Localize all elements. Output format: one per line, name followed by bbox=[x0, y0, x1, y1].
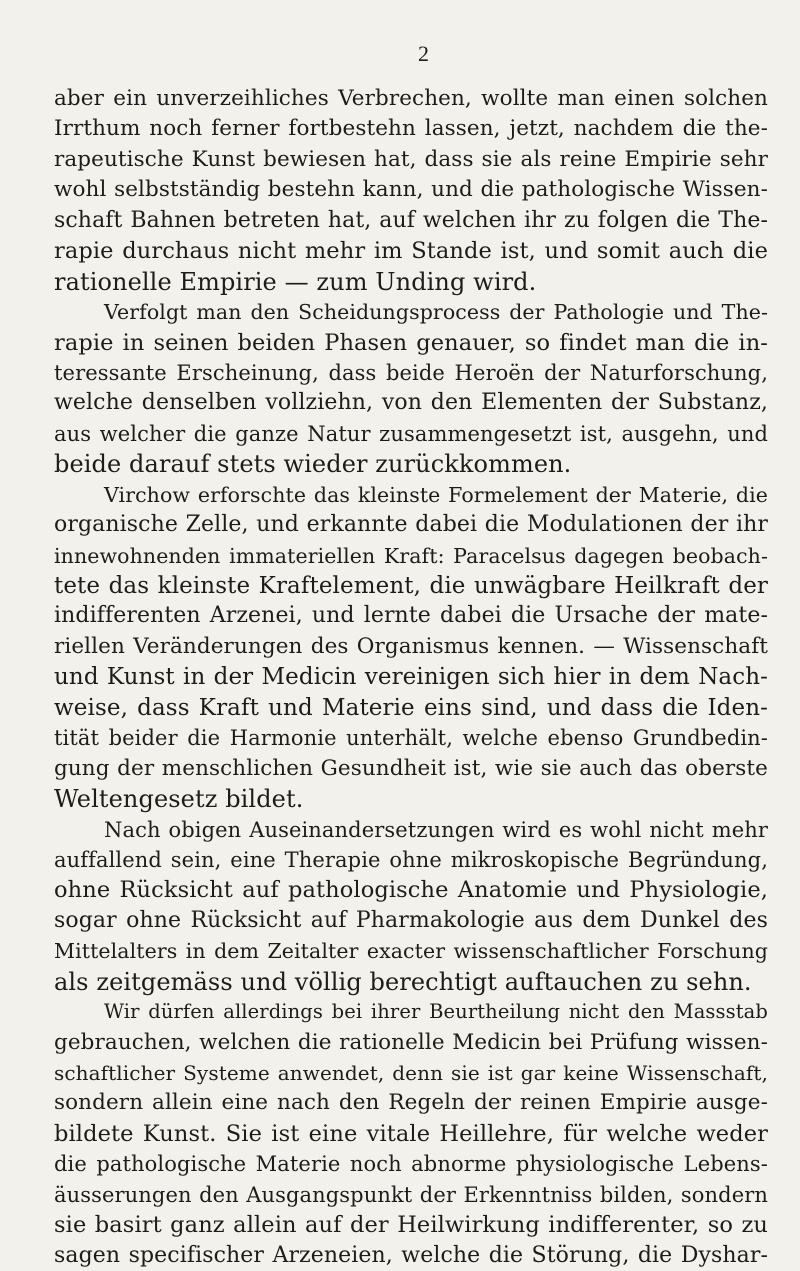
text-line: auffallend sein, eine Therapie ohne mikroskopische Begründung, bbox=[54, 847, 768, 872]
text-line: als zeitgemäss und völlig berechtigt auftauchen zu sehn. bbox=[54, 967, 752, 996]
text-line: Verfolgt man den Scheidungsprocess der Pathologie und The- bbox=[104, 300, 768, 325]
text-line: tität beider die Harmonie unterhält, welche ebenso Grundbedin- bbox=[54, 726, 768, 751]
text-line: sondern allein eine nach den Regeln der reinen Empirie ausge- bbox=[54, 1090, 768, 1116]
page-number: 2 bbox=[418, 41, 429, 66]
text-line: indifferenten Arzenei, und lernte dabei die Ursache der mate- bbox=[54, 603, 768, 629]
text-line: Wir dürfen allerdings bei ihrer Beurtheilung nicht den Massstab bbox=[104, 1000, 768, 1024]
text-line: ohne Rücksicht auf pathologische Anatomie und Physiologie, bbox=[54, 877, 768, 904]
text-line: gebrauchen, welchen die rationelle Medicin bei Prüfung wissen- bbox=[54, 1029, 768, 1055]
text-line: Irrthum noch ferner fortbestehn lassen, jetzt, nachdem die the- bbox=[54, 116, 768, 142]
text-line: innewohnenden immateriellen Kraft: Paracelsus dagegen beobach- bbox=[54, 543, 768, 568]
text-line: rapie durchaus nicht mehr im Stande ist, und somit auch die bbox=[54, 238, 768, 265]
text-line: sie basirt ganz allein auf der Heilwirkung indifferenter, so zu bbox=[54, 1212, 768, 1239]
text-line: Virchow erforschte das kleinste Formelement der Materie, die bbox=[104, 482, 768, 507]
text-line: sagen specifischer Arzeneien, welche die Störung, die Dyshar- bbox=[54, 1242, 768, 1268]
text-line: äusserungen den Ausgangspunkt der Erkenntniss bilden, sondern bbox=[54, 1182, 768, 1207]
text-line: riellen Veränderungen des Organismus kennen. — Wissenschaft bbox=[54, 633, 768, 659]
text-line: die pathologische Materie noch abnorme physiologische Lebens- bbox=[54, 1152, 768, 1177]
text-line: Nach obigen Auseinandersetzungen wird es wohl nicht mehr bbox=[104, 817, 768, 842]
text-line: schaftlicher Systeme anwendet, denn sie ist gar keine Wissenschaft, bbox=[54, 1061, 768, 1085]
text-line: organische Zelle, und erkannte dabei die Modulationen der ihr bbox=[54, 512, 768, 538]
text-line: weise, dass Kraft und Materie eins sind, und dass die Iden- bbox=[54, 694, 768, 721]
text-line: sogar ohne Rücksicht auf Pharmakologie aus dem Dunkel des bbox=[54, 907, 768, 933]
text-line: und Kunst in der Medicin vereinigen sich hier in dem Nach- bbox=[54, 664, 768, 691]
text-line: rapie in seinen beiden Phasen genauer, so findet man die in- bbox=[54, 329, 768, 356]
text-line: teressante Erscheinung, dass beide Heroën der Naturforschung, bbox=[54, 360, 768, 385]
text-line: wohl selbstständig bestehn kann, und die pathologische Wissen- bbox=[54, 177, 768, 203]
text-line: welche denselben vollziehn, von den Elementen der Substanz, bbox=[54, 390, 768, 416]
text-line: aber ein unverzeihliches Verbrechen, wollte man einen solchen bbox=[54, 86, 768, 111]
body-text bbox=[54, 84, 768, 1271]
text-line: Mittelalters in dem Zeitalter exacter wissenschaftlicher Forschung bbox=[54, 939, 768, 964]
text-line: tete das kleinste Kraftelement, die unwägbare Heilkraft der bbox=[54, 573, 768, 599]
text-line: gung der menschlichen Gesundheit ist, wie sie auch das oberste bbox=[54, 755, 768, 781]
text-line: aus welcher die ganze Natur zusammengesetzt ist, ausgehn, und bbox=[54, 421, 768, 446]
text-line: rapeutische Kunst bewiesen hat, dass sie als reine Empirie sehr bbox=[54, 146, 768, 172]
text-line: schaft Bahnen betreten hat, auf welchen ihr zu folgen die The- bbox=[54, 207, 768, 233]
text-line: rationelle Empirie — zum Unding wird. bbox=[54, 267, 537, 296]
text-line: beide darauf stets wieder zurückkommen. bbox=[54, 450, 572, 479]
text-line: bildete Kunst. Sie ist eine vitale Heillehre, für welche weder bbox=[54, 1120, 768, 1147]
text-line: Weltengesetz bildet. bbox=[54, 785, 304, 814]
